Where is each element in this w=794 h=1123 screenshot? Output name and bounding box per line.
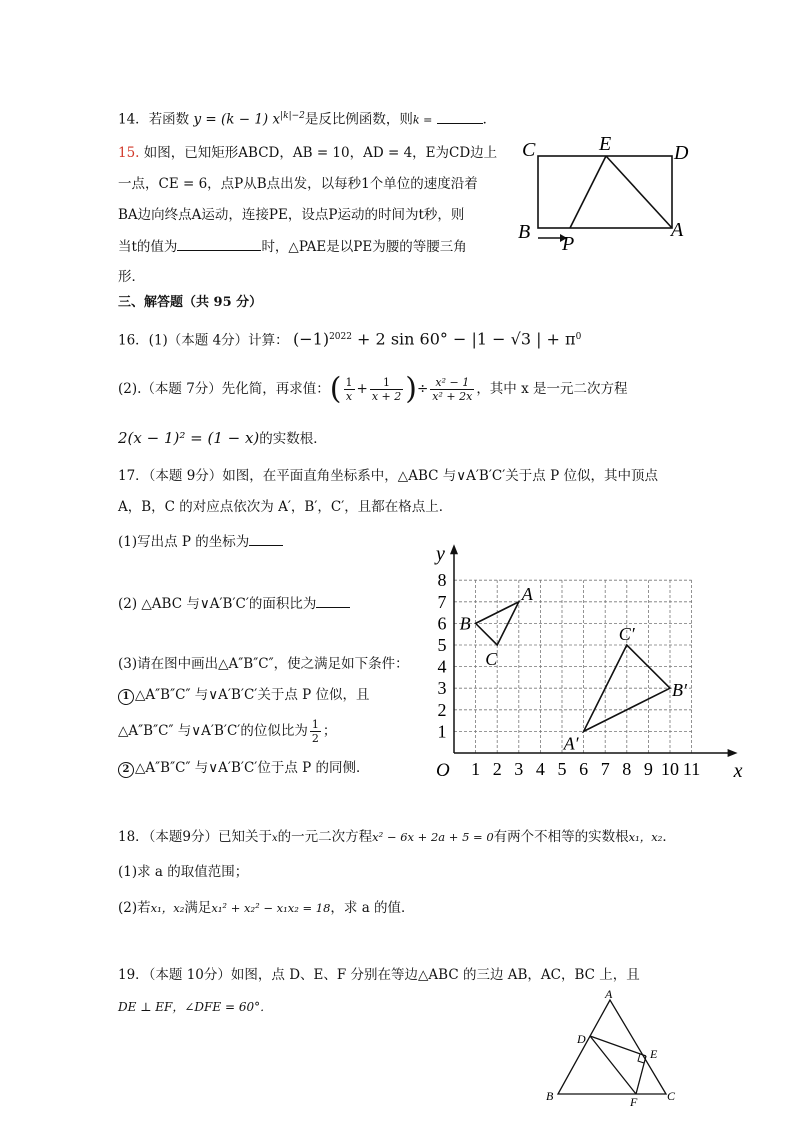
q18-text-c: 有两个不相等的实数根 bbox=[493, 829, 629, 845]
q16-p2-equation: 2(x − 1)² = (1 − x) bbox=[118, 429, 260, 447]
q16-p1-pi-exp: 0 bbox=[575, 332, 582, 342]
section-3-title: 三、解答题（共 95 分） bbox=[118, 295, 263, 310]
q17-part1 bbox=[118, 531, 283, 552]
x-tick-label: 8 bbox=[622, 759, 632, 779]
q18-text-a: 18．（本题9分）已知关于 bbox=[118, 829, 273, 845]
q17-c1-text2: △A″B″C″ 与∨A′B′C′的位似比为 bbox=[118, 723, 308, 739]
vertex-label-a: A bbox=[521, 583, 533, 604]
y-tick-label: 2 bbox=[437, 699, 447, 720]
q18-end: ． bbox=[662, 829, 676, 845]
vertex-label-c: C bbox=[485, 649, 498, 669]
x-tick-label: 9 bbox=[643, 759, 653, 779]
q17-condition-2 bbox=[118, 758, 370, 778]
q14-text-a: 若函数 bbox=[148, 111, 190, 128]
q17-c1-text: △A″B″C″ 与∨A′B′C′关于点 P 位似，且 bbox=[135, 687, 370, 703]
q15-line3: BA边向终点A运动，连接PE，设点P运动的时间为t秒，则 bbox=[118, 207, 465, 223]
q16-plus: + bbox=[356, 381, 368, 397]
q18-part2 bbox=[118, 898, 415, 918]
q16-part2-line2 bbox=[118, 428, 327, 449]
q18-p2-roots: x₁，x₂ bbox=[150, 901, 185, 915]
q18-roots: x₁，x₂ bbox=[628, 830, 663, 844]
q16-p1-label: 16．(1)（本题 4分）计算： bbox=[118, 332, 289, 349]
q16-frac-2: $\frac{1}{x + 2}$ bbox=[371, 376, 402, 403]
y-tick-label: 6 bbox=[437, 613, 447, 634]
q17-p1-text: (1)写出点 P 的坐标为 bbox=[118, 534, 250, 550]
q17-c2-text: △A″B″C″ 与∨A′B′C′位于点 P 的同侧． bbox=[135, 760, 370, 776]
q17-c1-mark: 1 bbox=[118, 689, 134, 705]
segment-pe bbox=[570, 156, 606, 228]
tri-label-b: B bbox=[546, 1089, 554, 1103]
q18-p2-b: 满足 bbox=[184, 900, 212, 916]
question-14 bbox=[118, 106, 496, 131]
tri-label-c: C bbox=[667, 1089, 676, 1103]
x-tick-label: 4 bbox=[535, 759, 545, 779]
q17-ratio-frac: $\frac{1}{2}$ bbox=[311, 718, 319, 745]
x-tick-label: 7 bbox=[600, 759, 610, 779]
tri-label-f: F bbox=[630, 1095, 638, 1109]
vertex-label-a-prime: A′ bbox=[563, 733, 579, 754]
q19-line2: DE ⊥ EF，∠DFE = 60°． bbox=[118, 1000, 273, 1014]
q17-line2: A，B，C 的对应点依次为 A′，B′，C′，且都在格点上． bbox=[118, 499, 453, 515]
vertex-label-b: B bbox=[459, 613, 471, 634]
vertex-label-c-prime: C′ bbox=[618, 624, 635, 644]
label-a: A bbox=[671, 219, 684, 241]
label-b: B bbox=[518, 221, 531, 243]
q16-p2-tail: ，其中 x 是一元二次方程 bbox=[476, 381, 628, 397]
vertex-label-b-prime: B′ bbox=[672, 680, 687, 701]
q16-part2: (2).（本题 7分）先化简，再求值：( $\frac{1}{x}$ + $\frac{1}{x + 2}$ )÷ $\frac{\text{x² − 1}}{\text{x² + 2x}}$ ，其中 x 是一元二次方程 bbox=[118, 371, 628, 407]
q18-p2-a: (2)若 bbox=[118, 900, 151, 916]
q16-p1-formula: (−1) bbox=[292, 329, 330, 349]
x-tick-label: 1 bbox=[471, 759, 481, 779]
x-tick-label: 6 bbox=[579, 759, 589, 779]
q15-number: 15. bbox=[118, 145, 140, 161]
q16-frac-3: $\frac{\text{x² − 1}}{\text{x² + 2x}}$ bbox=[432, 376, 473, 403]
q18-p2-equation: x₁² + x₂² − x₁x₂ = 18 bbox=[211, 901, 331, 915]
q16-div: ÷ bbox=[416, 381, 429, 397]
triangle-abc bbox=[476, 602, 519, 645]
q17-p2-blank[interactable] bbox=[316, 593, 350, 608]
segment-ae bbox=[606, 156, 672, 228]
q17-line1: 17．（本题 9分）如图，在平面直角坐标系中，△ABC 与∨A′B′C′关于点 P 位似，其中顶点 bbox=[118, 468, 658, 484]
x-axis-arrow bbox=[728, 749, 738, 757]
tri-label-d: D bbox=[577, 1032, 586, 1046]
q17-condition-1b bbox=[118, 718, 336, 745]
label-c: C bbox=[522, 139, 536, 161]
q15-answer-blank[interactable] bbox=[177, 236, 261, 251]
q18-text-b: 的一元二次方程 bbox=[277, 829, 373, 845]
q15-line2: 一点，CE = 6，点P从B点出发，以每秒1个单位的速度沿着 bbox=[118, 176, 478, 192]
q18-p2-c: ，求 a 的值． bbox=[330, 900, 415, 916]
q17-condition-1 bbox=[118, 685, 370, 705]
x-tick-label: 3 bbox=[514, 759, 524, 779]
q18-line1 bbox=[118, 827, 676, 849]
q15-rectangle-figure bbox=[510, 134, 700, 254]
origin-label: O bbox=[436, 760, 450, 781]
q15-line1 bbox=[118, 143, 497, 163]
tri-label-a: A bbox=[605, 987, 613, 1001]
x-tick-label: 10 bbox=[661, 759, 679, 779]
x-tick-label: 5 bbox=[557, 759, 567, 779]
q17-coordinate-grid bbox=[420, 518, 743, 788]
q18-x: x bbox=[272, 833, 278, 844]
q14-number: 14． bbox=[118, 111, 149, 128]
q14-var-k: k = bbox=[412, 113, 433, 127]
q17-c2-mark: 2 bbox=[118, 762, 134, 778]
q16-p2-eq-tail: 的实数根． bbox=[259, 431, 327, 447]
q16-frac-1: $\frac{1}{x}$ bbox=[345, 376, 353, 403]
q14-end: ． bbox=[482, 111, 497, 128]
q17-p1-blank[interactable] bbox=[249, 531, 283, 546]
label-d: D bbox=[674, 142, 689, 164]
q16-p2-label: (2).（本题 7分）先化简，再求值： bbox=[118, 381, 330, 397]
q16-p1-rest: + 2 sin 60° − |1 − √3 | + π bbox=[351, 329, 576, 349]
x-axis-label: x bbox=[733, 760, 743, 782]
q14-answer-blank[interactable] bbox=[437, 109, 483, 124]
q15-text-4a: 当t的值为 bbox=[118, 239, 178, 255]
y-tick-label: 5 bbox=[437, 635, 447, 655]
label-p: P bbox=[562, 233, 575, 255]
q18-equation: x² − 6x + 2a + 5 = 0 bbox=[372, 830, 494, 844]
x-tick-label: 2 bbox=[492, 759, 502, 779]
y-axis-label: y bbox=[436, 543, 445, 566]
q15-text-1: 如图，已知矩形ABCD，AB = 10，AD = 4，E为CD边上 bbox=[143, 145, 498, 161]
q16-part1 bbox=[118, 327, 581, 351]
q14-exponent: |k|−2 bbox=[280, 111, 305, 121]
rectangle-abcd bbox=[538, 156, 672, 228]
q17-part3: (3)请在图中画出△A″B″C″，使之满足如下条件： bbox=[118, 656, 409, 672]
y-tick-label: 8 bbox=[437, 570, 447, 591]
q19-line1: 19．（本题 10分）如图，点 D、E、F 分别在等边△ABC 的三边 AB，AC，BC 上，且 bbox=[118, 967, 640, 983]
q14-text-b: 是反比例函数，则 bbox=[304, 111, 413, 128]
tri-label-e: E bbox=[650, 1047, 658, 1061]
q14-formula: y = (k − 1) x bbox=[193, 111, 281, 128]
x-tick-label: 11 bbox=[682, 759, 701, 779]
y-tick-label: 1 bbox=[437, 721, 447, 742]
q16-p1-exp: 2022 bbox=[329, 332, 352, 342]
y-tick-label: 7 bbox=[437, 591, 447, 612]
y-tick-label: 3 bbox=[437, 678, 447, 699]
q18-part1: (1)求 a 的取值范围； bbox=[118, 864, 249, 880]
q15-line5: 形． bbox=[118, 269, 145, 285]
q17-p2-text: (2) △ABC 与∨A′B′C′的面积比为 bbox=[118, 596, 317, 612]
q15-line4 bbox=[118, 236, 467, 257]
y-tick-label: 4 bbox=[437, 656, 447, 677]
q17-part2 bbox=[118, 593, 350, 614]
label-e: E bbox=[599, 133, 612, 155]
y-axis-arrow bbox=[450, 544, 458, 554]
q19-triangle-figure bbox=[540, 986, 690, 1108]
q17-c1-end: ； bbox=[322, 723, 337, 739]
q15-text-4b: 时，△PAE是以PE为腰的等腰三角 bbox=[261, 239, 467, 255]
